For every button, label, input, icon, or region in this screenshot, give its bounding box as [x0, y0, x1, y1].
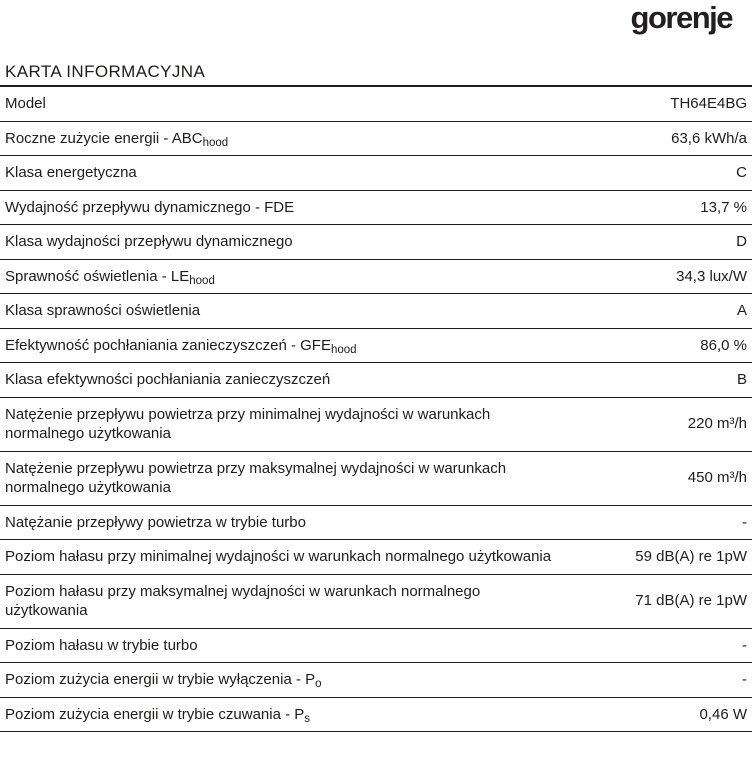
row-label: [5, 405, 553, 444]
row-label: [5, 129, 553, 149]
row-label-text: Poziom hałasu przy maksymalnej wydajności w warunkach normalnego użytkowania: [5, 582, 481, 619]
row-label: [5, 232, 553, 252]
row-label: [5, 670, 553, 690]
table-row: [0, 398, 752, 452]
table-row: [0, 575, 752, 629]
table-row: [0, 663, 752, 698]
row-value: 86,0 %: [700, 336, 747, 354]
row-value: TH64E4BG: [670, 95, 747, 112]
row-label: [5, 301, 553, 321]
row-label-text: Poziom hałasu przy minimalnej wydajności w warunkach normalnego użytkowania: [5, 548, 552, 565]
table-row: [0, 260, 752, 295]
row-value: 450 m³/h: [687, 469, 747, 487]
row-label-text: Klasa efektywności pochłaniania zanieczyszczeń: [5, 371, 331, 388]
row-value: 34,3 lux/W: [676, 267, 747, 285]
row-label-text: Natężenie przepływu powietrza przy maksymalnej wydajności w warunkach normalnego użytkowania: [5, 459, 507, 496]
row-label-subscript: s: [304, 712, 311, 725]
table-row: [0, 698, 752, 733]
table-row: [0, 156, 752, 191]
row-label: [5, 198, 553, 218]
row-value: -: [742, 671, 747, 688]
row-label: [5, 459, 553, 498]
row-value: -: [742, 636, 747, 654]
row-label: [5, 267, 553, 287]
row-label-subscript: o: [315, 678, 322, 690]
table-row: [0, 629, 752, 664]
page-title: KARTA INFORMACYJNA: [0, 0, 752, 87]
row-label: [5, 163, 553, 183]
row-value: 0,46 W: [699, 705, 747, 723]
gorenje-logo: gorenje: [630, 0, 732, 35]
row-value: 59 dB(A) re 1pW: [635, 548, 747, 565]
row-label-text: Klasa wydajności przepływu dynamicznego: [5, 233, 293, 250]
row-label-text: Wydajność przepływu dynamicznego - FDE: [5, 198, 295, 216]
row-label: [5, 705, 553, 725]
row-label-text: Roczne zużycie energii - ABC: [5, 129, 203, 147]
row-label-text: Klasa energetyczna: [5, 164, 137, 181]
table-row: [0, 294, 752, 329]
row-label: [5, 513, 553, 533]
row-label-text: Natężenie przepływu powietrza przy minimalnej wydajności w warunkach normalnego użytkowania: [5, 405, 491, 442]
row-label-text: Efektywność pochłaniania zanieczyszczeń - GFE: [5, 336, 331, 354]
table-row: [0, 225, 752, 260]
row-value: 71 dB(A) re 1pW: [635, 592, 747, 610]
row-label: [5, 636, 553, 656]
row-value: B: [736, 371, 747, 388]
row-label-text: Klasa sprawności oświetlenia: [5, 302, 201, 319]
row-value: D: [736, 233, 747, 250]
table-row: [0, 452, 752, 506]
row-value: A: [736, 302, 747, 319]
row-value: 220 m³/h: [687, 415, 747, 433]
table-row: [0, 506, 752, 541]
row-label: [5, 336, 553, 356]
row-label: [5, 582, 553, 621]
row-label: [5, 94, 553, 114]
row-label-subscript: hood: [189, 274, 215, 287]
row-label-text: Poziom zużycia energii w trybie czuwania - P: [5, 705, 305, 723]
row-value: C: [736, 164, 747, 181]
table-row: [0, 122, 752, 157]
row-label-text: Poziom hałasu w trybie turbo: [5, 636, 198, 654]
row-value: -: [742, 513, 747, 531]
row-label-text: Poziom zużycia energii w trybie wyłączenia - P: [5, 671, 316, 688]
row-value: 13,7 %: [700, 198, 747, 216]
table-row: [0, 363, 752, 398]
row-label: [5, 370, 553, 390]
row-value: 63,6 kWh/a: [671, 129, 747, 147]
row-label-subscript: hood: [202, 136, 229, 149]
table-row: [0, 540, 752, 575]
row-label-text: Model: [5, 95, 46, 112]
row-label-subscript: hood: [330, 343, 357, 356]
row-label-text: Natężanie przepływy powietrza w trybie turbo: [5, 513, 306, 531]
row-label: [5, 547, 553, 567]
table-row: [0, 191, 752, 226]
spec-table: [0, 87, 752, 732]
row-label-text: Sprawność oświetlenia - LE: [5, 267, 190, 285]
table-row: [0, 329, 752, 364]
table-row: [0, 87, 752, 122]
